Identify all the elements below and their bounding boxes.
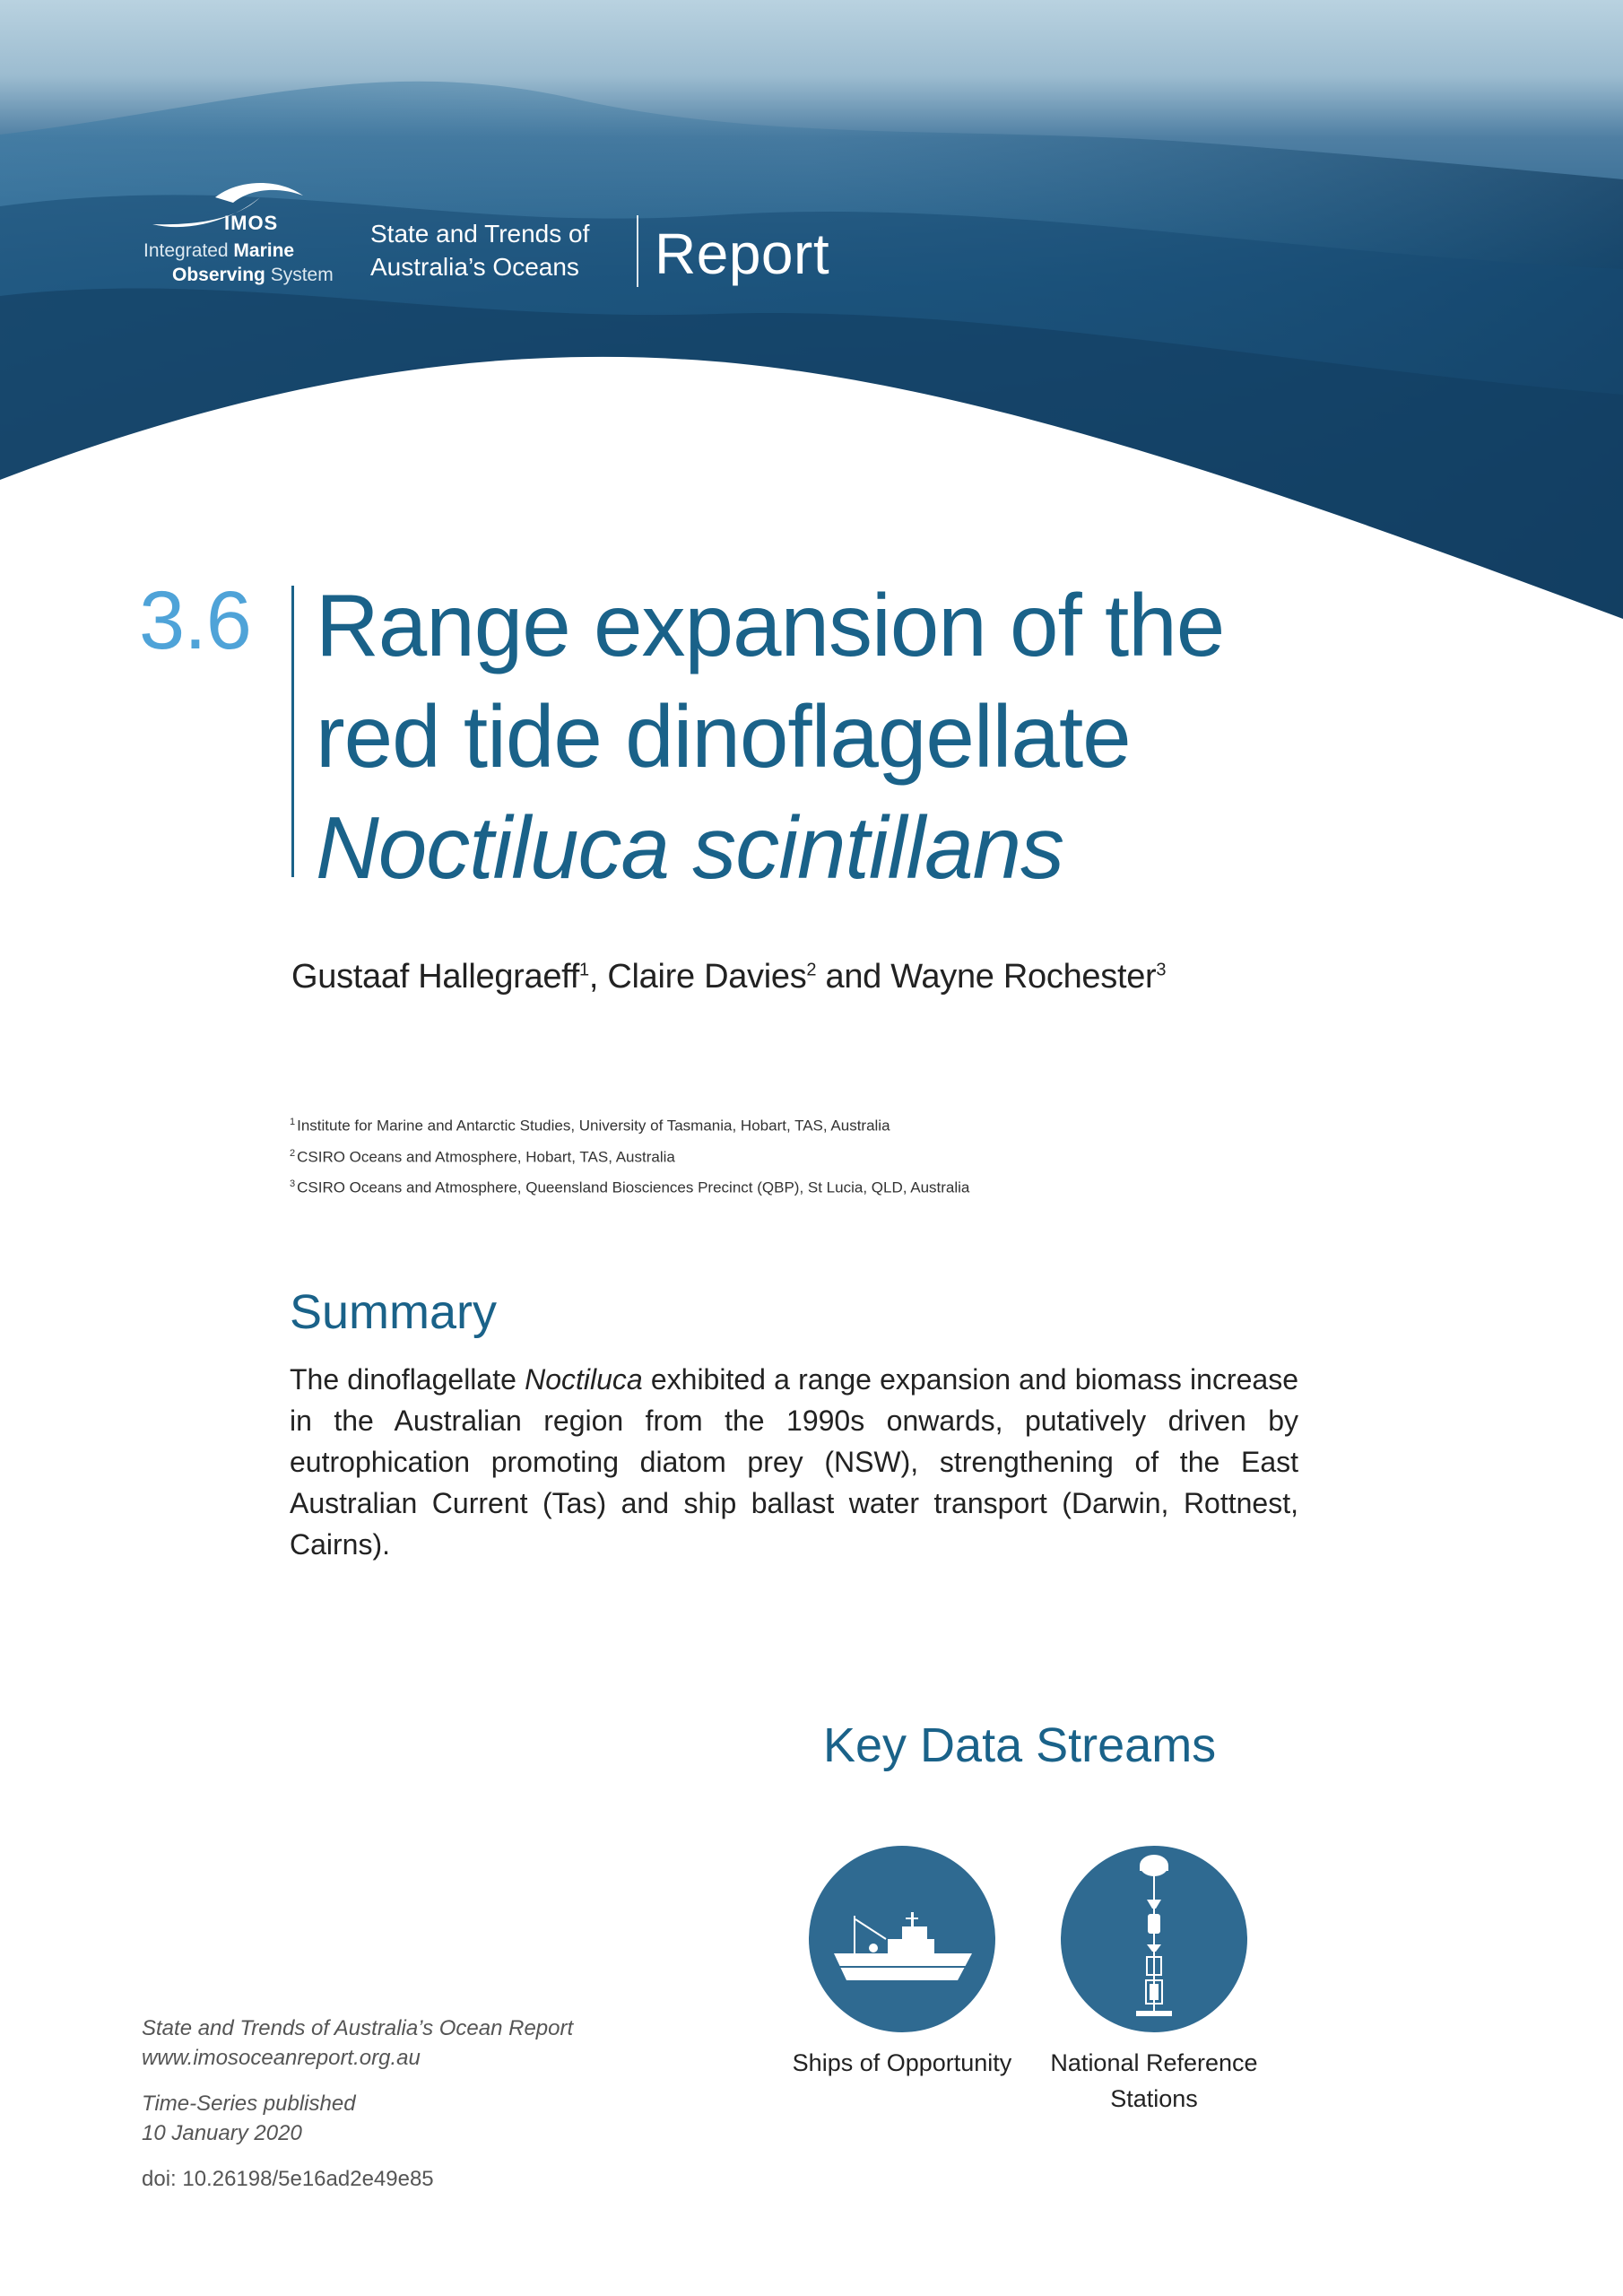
author: Claire Davies$^2$ and bbox=[607, 958, 891, 996]
affiliation-list bbox=[290, 1109, 969, 1202]
title-divider-bar bbox=[291, 586, 294, 877]
footer-website-link[interactable]: www.imosoceanreport.org.au bbox=[142, 2046, 421, 2070]
series-title: State and Trends of Australia’s Oceans bbox=[370, 220, 590, 281]
logo-line-1: Integrated Marine bbox=[143, 240, 295, 261]
author: Wayne Rochester$^3$ bbox=[890, 958, 1167, 996]
mooring-icon bbox=[1061, 1846, 1247, 2032]
footer-report-name: State and Trends of Australia’s Ocean Report bbox=[142, 2016, 574, 2040]
report-label: Report bbox=[655, 222, 830, 286]
imos-wordmark: IMOS bbox=[224, 212, 279, 234]
page-title: Range expansion of the red tide dinoflagellate Noctiluca scintillans bbox=[316, 576, 1225, 897]
data-stream-label: Ships of Opportunity bbox=[792, 2049, 1012, 2076]
footer-doi[interactable]: doi: 10.26198/5e16ad2e49e85 bbox=[142, 2167, 434, 2191]
author-list bbox=[291, 958, 1166, 996]
logo-line-2: Observing System bbox=[172, 265, 334, 285]
author: Gustaaf Hallegraeff$^1$, bbox=[291, 958, 608, 996]
footer bbox=[142, 2013, 573, 2194]
ship-icon bbox=[809, 1846, 995, 2032]
footer-published-date: 10 January 2020 bbox=[142, 2121, 302, 2145]
data-stream-ships-of-opportunity bbox=[777, 1846, 1028, 2081]
data-stream-national-reference-stations bbox=[1028, 1846, 1280, 2117]
header-divider bbox=[637, 215, 638, 287]
section-number: 3.6 bbox=[139, 575, 251, 666]
imos-logo bbox=[135, 179, 359, 296]
affiliation-item: $^1$ Institute for Marine and Antarctic Studies, University of Tasmania, Hobart, TAS, Australia bbox=[290, 1117, 890, 1135]
affiliation-item: $^2$ CSIRO Oceans and Atmosphere, Hobart, TAS, Australia bbox=[290, 1147, 675, 1166]
key-data-streams-heading: Key Data Streams bbox=[823, 1718, 1217, 1772]
summary-text: The dinoflagellate Noctiluca exhibited a range expansion and biomass increase in the Australian region from the 1990s onwards, putatively driven by eutrophication promoting diatom prey (NSW), strengthening of the East Australian Current (Tas) and ship ballast water transport (Darwin, Rottnest, Cairns). bbox=[290, 1363, 1299, 1561]
affiliation-item: $^3$ CSIRO Oceans and Atmosphere, Queensland Biosciences Precinct (QBP), St Lucia, QLD, Australia bbox=[290, 1178, 970, 1196]
data-stream-label: National Reference Stations bbox=[1050, 2049, 1258, 2112]
summary-heading: Summary bbox=[290, 1285, 498, 1339]
ocean-wave-header-image bbox=[0, 0, 1623, 628]
footer-published-label: Time-Series published bbox=[142, 2092, 356, 2116]
